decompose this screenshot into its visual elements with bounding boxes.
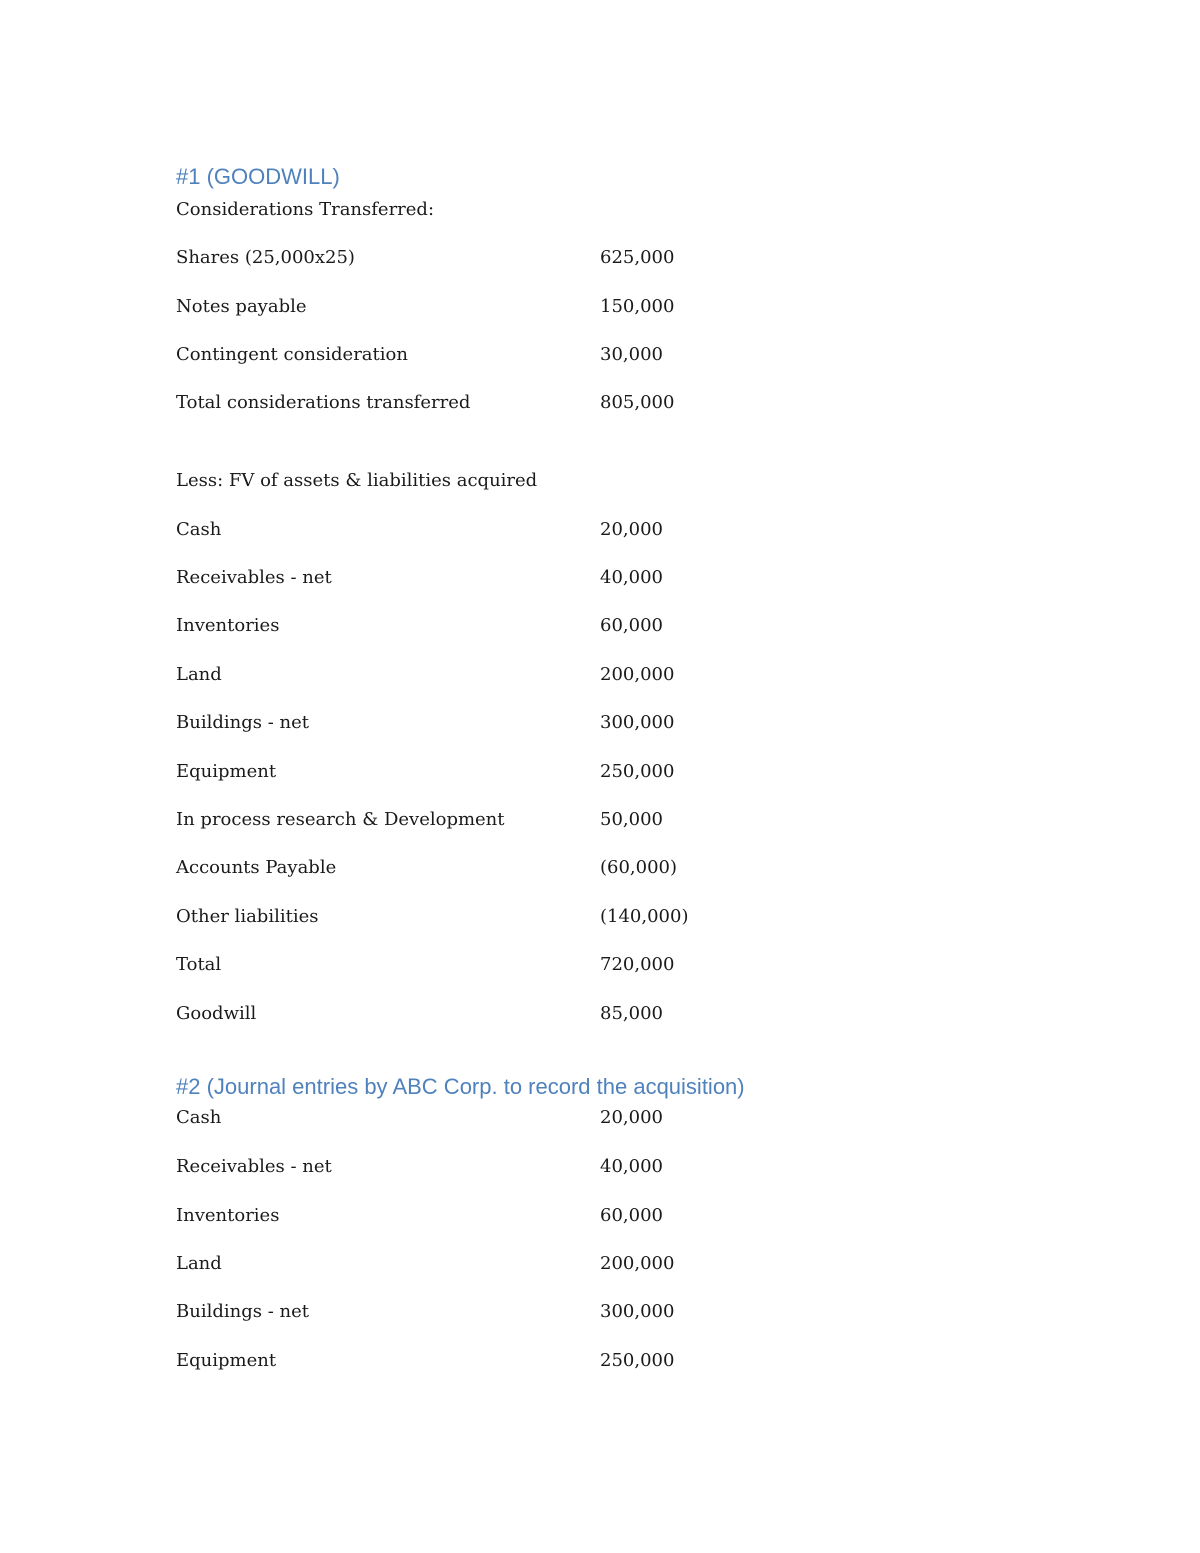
row-label: Equipment bbox=[176, 1350, 277, 1371]
journal-entry-row bbox=[176, 1352, 776, 1374]
row-label: Land bbox=[176, 664, 222, 685]
row-value: 85,000 bbox=[600, 1003, 663, 1024]
row-label: Inventories bbox=[176, 615, 280, 636]
row-value: (140,000) bbox=[600, 906, 689, 927]
row-label: Other liabilities bbox=[176, 906, 319, 927]
row-value: 200,000 bbox=[600, 664, 675, 685]
row-label: Inventories bbox=[176, 1205, 280, 1226]
journal-entry-row bbox=[176, 1109, 776, 1131]
row-value: 300,000 bbox=[600, 1301, 675, 1322]
row-label: Cash bbox=[176, 519, 222, 540]
section-1-heading: #1 (GOODWILL) bbox=[176, 164, 340, 189]
row-value: 250,000 bbox=[600, 761, 675, 782]
asset-row bbox=[176, 763, 776, 785]
row-label: Buildings - net bbox=[176, 712, 309, 733]
asset-row bbox=[176, 666, 776, 688]
journal-entry-row bbox=[176, 1207, 776, 1229]
consideration-row bbox=[176, 249, 776, 271]
row-value: 805,000 bbox=[600, 392, 675, 413]
less-fv-heading: Less: FV of assets & liabilities acquired bbox=[176, 470, 538, 491]
row-value: 40,000 bbox=[600, 567, 663, 588]
asset-row bbox=[176, 714, 776, 736]
row-value: 40,000 bbox=[600, 1156, 663, 1177]
row-label: Equipment bbox=[176, 761, 277, 782]
row-label: Cash bbox=[176, 1107, 222, 1128]
section-2-heading: #2 (Journal entries by ABC Corp. to record the acquisition) bbox=[176, 1074, 745, 1099]
row-label: Accounts Payable bbox=[176, 857, 337, 878]
row-label: Receivables - net bbox=[176, 1156, 332, 1177]
row-label: In process research & Development bbox=[176, 809, 505, 830]
liability-row bbox=[176, 908, 776, 930]
total-row bbox=[176, 956, 776, 978]
row-value: (60,000) bbox=[600, 857, 678, 878]
journal-entry-row bbox=[176, 1255, 776, 1277]
journal-entry-row bbox=[176, 1303, 776, 1325]
row-value: 150,000 bbox=[600, 296, 675, 317]
row-label: Shares (25,000x25) bbox=[176, 247, 355, 268]
asset-row bbox=[176, 617, 776, 639]
row-label: Goodwill bbox=[176, 1003, 257, 1024]
journal-entry-row bbox=[176, 1158, 776, 1180]
liability-row bbox=[176, 859, 776, 881]
row-value: 50,000 bbox=[600, 809, 663, 830]
asset-row bbox=[176, 811, 776, 833]
row-label: Land bbox=[176, 1253, 222, 1274]
row-label: Total considerations transferred bbox=[176, 392, 471, 413]
consideration-row bbox=[176, 346, 776, 368]
row-value: 60,000 bbox=[600, 615, 663, 636]
row-label: Buildings - net bbox=[176, 1301, 309, 1322]
row-value: 60,000 bbox=[600, 1205, 663, 1226]
row-value: 250,000 bbox=[600, 1350, 675, 1371]
row-value: 300,000 bbox=[600, 712, 675, 733]
row-value: 30,000 bbox=[600, 344, 663, 365]
row-label: Notes payable bbox=[176, 296, 307, 317]
asset-row bbox=[176, 569, 776, 591]
row-value: 625,000 bbox=[600, 247, 675, 268]
consideration-row bbox=[176, 298, 776, 320]
asset-row bbox=[176, 521, 776, 543]
row-value: 720,000 bbox=[600, 954, 675, 975]
row-value: 20,000 bbox=[600, 1107, 663, 1128]
goodwill-row bbox=[176, 1005, 776, 1027]
row-label: Contingent consideration bbox=[176, 344, 408, 365]
row-label: Receivables - net bbox=[176, 567, 332, 588]
consideration-total-row bbox=[176, 394, 776, 416]
row-label: Total bbox=[176, 954, 222, 975]
row-value: 20,000 bbox=[600, 519, 663, 540]
considerations-subheading: Considerations Transferred: bbox=[176, 199, 435, 220]
row-value: 200,000 bbox=[600, 1253, 675, 1274]
